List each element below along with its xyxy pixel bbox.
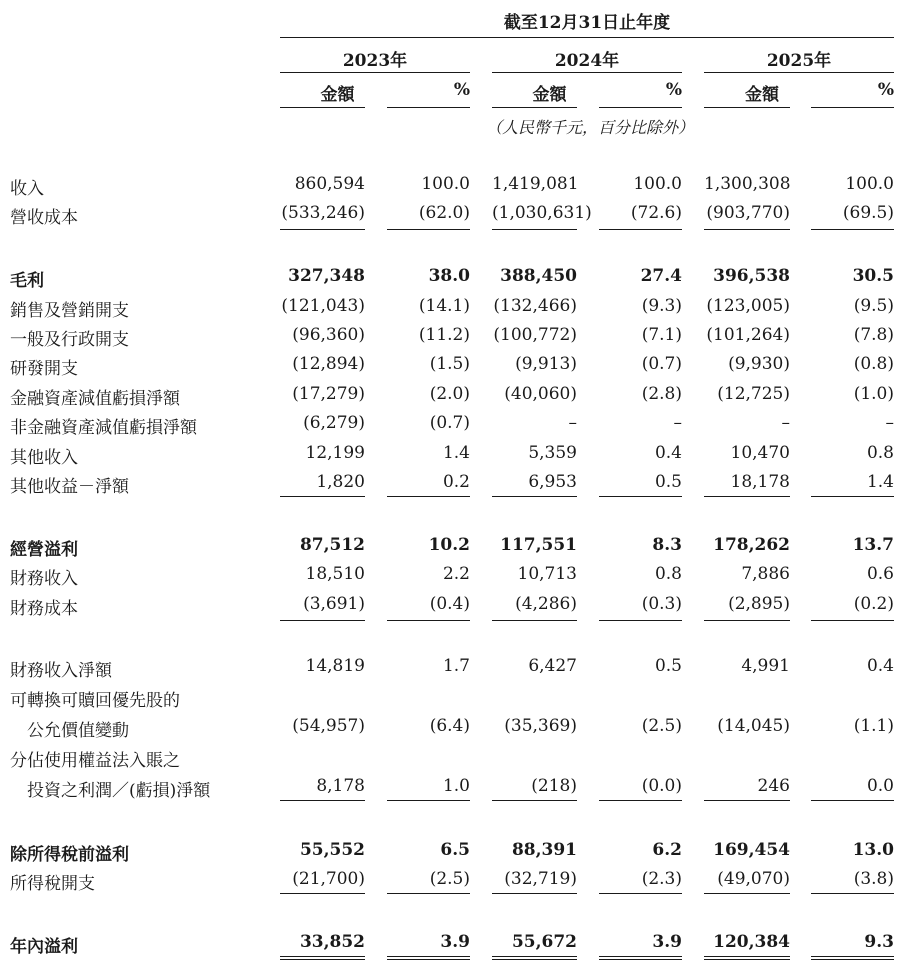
percent-cell: 0.6 — [866, 564, 894, 584]
subtotal-rule — [599, 496, 682, 497]
percent-cell: (7.8) — [853, 325, 894, 345]
subtotal-rule — [811, 229, 894, 230]
subtotal-rule — [387, 620, 470, 621]
amount-cell: 5,359 — [528, 443, 577, 463]
percent-cell: 13.0 — [852, 840, 894, 860]
subtotal-rule — [704, 800, 790, 801]
amount-cell: 178,262 — [713, 535, 790, 555]
amount-cell: 1,300,308 — [704, 174, 791, 194]
subtotal-rule — [599, 800, 682, 801]
subtotal-rule — [811, 893, 894, 894]
percent-cell: 6.2 — [652, 840, 682, 860]
column-header-underline — [704, 107, 790, 108]
percent-cell: 2.2 — [442, 564, 470, 584]
total-double-rule — [492, 956, 577, 960]
percent-cell: 9.3 — [864, 932, 894, 952]
subtotal-rule — [280, 893, 365, 894]
amount-cell: (35,369) — [504, 716, 577, 736]
row-label: 毛利 — [10, 271, 44, 291]
amount-cell: 18,178 — [730, 472, 790, 492]
row-label: 收入 — [10, 179, 44, 199]
percent-cell: 0.4 — [866, 656, 894, 676]
percent-column-header: % — [665, 80, 682, 100]
column-header-underline — [492, 107, 577, 108]
subtotal-rule — [492, 496, 577, 497]
amount-cell: (121,043) — [281, 296, 365, 316]
amount-cell: (12,894) — [292, 354, 365, 374]
percent-cell: (0.4) — [429, 594, 470, 614]
subtotal-rule — [811, 620, 894, 621]
year-2025-underline — [704, 72, 894, 73]
row-label: 研發開支 — [10, 359, 78, 379]
subtotal-rule — [280, 620, 365, 621]
percent-cell: 0.5 — [654, 656, 682, 676]
amount-cell: 18,510 — [305, 564, 365, 584]
percent-cell: 0.4 — [654, 443, 682, 463]
year-2024-underline — [492, 72, 682, 73]
percent-cell: (0.2) — [853, 594, 894, 614]
unit-note: （人民幣千元，百分比除外） — [485, 118, 694, 137]
amount-cell: 1,419,081 — [492, 174, 579, 194]
subtotal-rule — [492, 620, 577, 621]
percent-cell: (0.3) — [641, 594, 682, 614]
percent-cell: (7.1) — [641, 325, 682, 345]
row-label: 財務成本 — [10, 599, 78, 619]
amount-cell: 33,852 — [299, 932, 365, 952]
percent-cell: (62.0) — [418, 203, 470, 223]
percent-cell: (2.5) — [641, 716, 682, 736]
column-header-underline — [387, 107, 470, 108]
percent-cell: (2.0) — [429, 384, 470, 404]
percent-cell: (0.0) — [641, 776, 682, 796]
percent-cell: (9.3) — [641, 296, 682, 316]
total-double-rule — [387, 956, 470, 960]
subtotal-rule — [599, 893, 682, 894]
amount-cell: 7,886 — [741, 564, 790, 584]
percent-cell: (2.3) — [641, 869, 682, 889]
amount-cell: 120,384 — [713, 932, 790, 952]
period-title: 截至12月31日止年度 — [503, 13, 671, 33]
amount-cell: (96,360) — [292, 325, 365, 345]
percent-cell: (0.8) — [853, 354, 894, 374]
row-label: 經營溢利 — [10, 540, 78, 560]
percent-cell: 1.7 — [442, 656, 470, 676]
amount-cell: – — [568, 413, 577, 433]
amount-cell: (12,725) — [717, 384, 790, 404]
percent-cell: 1.4 — [866, 472, 894, 492]
percent-cell: (0.7) — [429, 413, 470, 433]
percent-column-header: % — [877, 80, 894, 100]
subtotal-rule — [387, 800, 470, 801]
total-double-rule — [280, 956, 365, 960]
amount-cell: 246 — [757, 776, 790, 796]
percent-cell: 27.4 — [640, 266, 682, 286]
percent-cell: (1.5) — [429, 354, 470, 374]
amount-cell: 55,672 — [511, 932, 577, 952]
subtotal-rule — [387, 893, 470, 894]
subtotal-rule — [280, 229, 365, 230]
percent-cell: 1.0 — [442, 776, 470, 796]
row-label: 年內溢利 — [10, 937, 78, 957]
amount-cell: (32,719) — [504, 869, 577, 889]
percent-cell: 3.9 — [440, 932, 470, 952]
row-label: 營收成本 — [10, 208, 78, 228]
row-label: 非金融資產減值虧損淨額 — [10, 418, 197, 438]
row-label: 其他收入 — [10, 448, 78, 468]
amount-cell: (1,030,631) — [492, 203, 592, 223]
amount-cell: (9,930) — [728, 354, 790, 374]
row-label: 除所得稅前溢利 — [10, 845, 129, 865]
row-label: 金融資產減值虧損淨額 — [10, 389, 180, 409]
percent-cell: 100.0 — [633, 174, 682, 194]
amount-cell: (6,279) — [303, 413, 365, 433]
amount-cell: (903,770) — [706, 203, 790, 223]
percent-cell: 38.0 — [428, 266, 470, 286]
row-label: 所得稅開支 — [10, 874, 95, 894]
amount-cell: 6,427 — [528, 656, 577, 676]
percent-cell: 0.8 — [654, 564, 682, 584]
amount-cell: 10,713 — [517, 564, 577, 584]
row-label: 公允價值變動 — [10, 721, 129, 741]
row-label: 投資之利潤／(虧損)淨額 — [10, 781, 211, 801]
subtotal-rule — [704, 620, 790, 621]
amount-cell: (9,913) — [515, 354, 577, 374]
amount-cell: 396,538 — [713, 266, 790, 286]
amount-cell: (40,060) — [504, 384, 577, 404]
amount-cell: (17,279) — [292, 384, 365, 404]
subtotal-rule — [704, 893, 790, 894]
year-2023-header: 2023年 — [342, 51, 408, 71]
year-2025-header: 2025年 — [766, 51, 832, 71]
amount-cell: 327,348 — [288, 266, 365, 286]
percent-cell: 100.0 — [421, 174, 470, 194]
row-label: 可轉換可贖回優先股的 — [10, 691, 180, 711]
amount-cell: 4,991 — [741, 656, 790, 676]
percent-cell: (69.5) — [842, 203, 894, 223]
amount-cell: (14,045) — [717, 716, 790, 736]
row-label: 銷售及營銷開支 — [10, 301, 129, 321]
percent-cell: 0.8 — [866, 443, 894, 463]
percent-cell: (1.0) — [853, 384, 894, 404]
percent-cell: 13.7 — [852, 535, 894, 555]
amount-cell: 169,454 — [713, 840, 790, 860]
amount-cell: 8,178 — [316, 776, 365, 796]
column-header-underline — [811, 107, 894, 108]
row-label: 其他收益－淨額 — [10, 477, 129, 497]
subtotal-rule — [492, 893, 577, 894]
subtotal-rule — [599, 229, 682, 230]
percent-column-header: % — [453, 80, 470, 100]
amount-cell: (218) — [531, 776, 577, 796]
row-label: 一般及行政開支 — [10, 330, 129, 350]
amount-cell: (49,070) — [717, 869, 790, 889]
amount-cell: (3,691) — [303, 594, 365, 614]
percent-cell: 1.4 — [442, 443, 470, 463]
amount-cell: 860,594 — [294, 174, 365, 194]
percent-cell: 100.0 — [845, 174, 894, 194]
percent-cell: – — [673, 413, 682, 433]
percent-cell: (2.5) — [429, 869, 470, 889]
amount-cell: (533,246) — [281, 203, 365, 223]
subtotal-rule — [492, 229, 577, 230]
amount-cell: 55,552 — [299, 840, 365, 860]
subtotal-rule — [704, 496, 790, 497]
total-double-rule — [704, 956, 790, 960]
amount-cell: 14,819 — [305, 656, 365, 676]
year-2023-underline — [280, 72, 470, 73]
percent-cell: 10.2 — [428, 535, 470, 555]
amount-cell: 88,391 — [511, 840, 577, 860]
amount-cell: (2,895) — [728, 594, 790, 614]
percent-cell: 6.5 — [440, 840, 470, 860]
amount-cell: (21,700) — [292, 869, 365, 889]
percent-cell: 0.2 — [442, 472, 470, 492]
row-label: 財務收入淨額 — [10, 661, 112, 681]
amount-column-header: 金額 — [532, 85, 567, 105]
amount-column-header: 金額 — [745, 85, 779, 105]
amount-cell: 87,512 — [299, 535, 365, 555]
total-double-rule — [599, 956, 682, 960]
amount-cell: (123,005) — [706, 296, 790, 316]
amount-cell: 117,551 — [500, 535, 577, 555]
percent-cell: 3.9 — [652, 932, 682, 952]
subtotal-rule — [280, 800, 365, 801]
subtotal-rule — [811, 496, 894, 497]
percent-cell: 8.3 — [652, 535, 682, 555]
percent-cell: 0.0 — [866, 776, 894, 796]
percent-cell: (6.4) — [429, 716, 470, 736]
period-underline — [280, 37, 894, 38]
amount-cell: 12,199 — [305, 443, 365, 463]
subtotal-rule — [811, 800, 894, 801]
year-2024-header: 2024年 — [554, 51, 620, 71]
percent-cell: 0.5 — [654, 472, 682, 492]
amount-cell: (101,264) — [706, 325, 790, 345]
row-label: 分佔使用權益法入賬之 — [10, 751, 180, 771]
subtotal-rule — [492, 800, 577, 801]
percent-cell: (3.8) — [853, 869, 894, 889]
amount-column-header: 金額 — [320, 85, 355, 105]
amount-cell: 6,953 — [528, 472, 577, 492]
subtotal-rule — [387, 496, 470, 497]
percent-cell: (72.6) — [630, 203, 682, 223]
row-label: 財務收入 — [10, 569, 78, 589]
total-double-rule — [811, 956, 894, 960]
subtotal-rule — [599, 620, 682, 621]
amount-cell: 1,820 — [316, 472, 365, 492]
subtotal-rule — [387, 229, 470, 230]
percent-cell: (11.2) — [418, 325, 470, 345]
column-header-underline — [599, 107, 682, 108]
subtotal-rule — [280, 496, 365, 497]
percent-cell: (14.1) — [418, 296, 470, 316]
percent-cell: (2.8) — [641, 384, 682, 404]
percent-cell: (0.7) — [641, 354, 682, 374]
column-header-underline — [280, 107, 365, 108]
percent-cell: (1.1) — [853, 716, 894, 736]
amount-cell: 388,450 — [500, 266, 577, 286]
amount-cell: 10,470 — [730, 443, 790, 463]
amount-cell: (4,286) — [515, 594, 577, 614]
amount-cell: (132,466) — [493, 296, 577, 316]
percent-cell: (9.5) — [853, 296, 894, 316]
percent-cell: – — [885, 413, 894, 433]
percent-cell: 30.5 — [852, 266, 894, 286]
amount-cell: (100,772) — [493, 325, 577, 345]
amount-cell: – — [781, 413, 790, 433]
subtotal-rule — [704, 229, 790, 230]
amount-cell: (54,957) — [292, 716, 365, 736]
